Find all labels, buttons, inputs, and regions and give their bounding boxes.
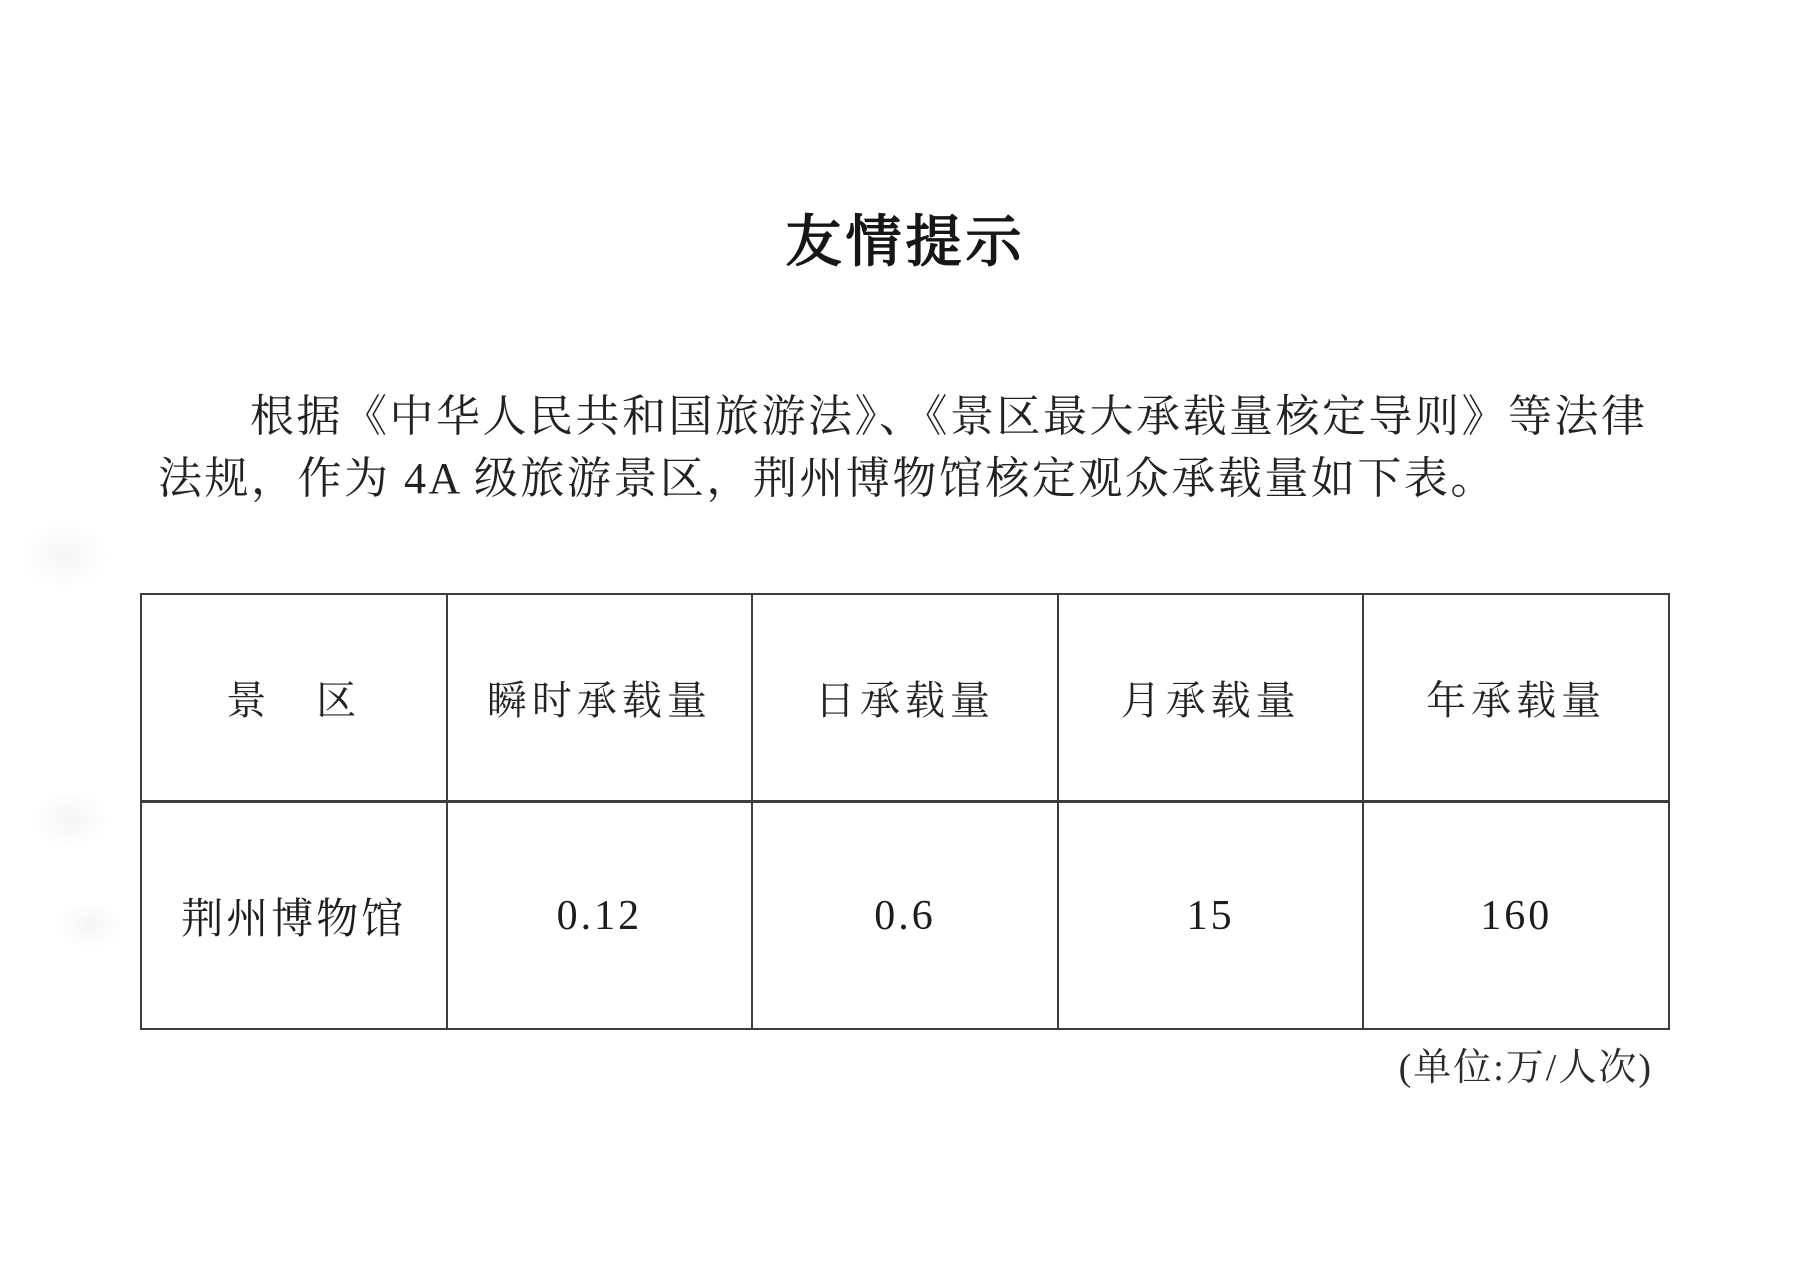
header-yearly-capacity: 年承载量 [1363, 594, 1669, 802]
notice-paragraph [158, 386, 1673, 510]
paragraph-line-1: 根据《中华人民共和国旅游法》、《景区最大承载量核定导则》等法律 [250, 392, 1648, 441]
cell-yearly-capacity: 160 [1363, 802, 1669, 1030]
header-instant-capacity: 瞬时承载量 [447, 594, 753, 802]
scan-smudge [30, 790, 110, 850]
page-title: 友情提示 [785, 212, 1026, 274]
paragraph-line-2: 法规，作为 4A 级旅游景区，荆州博物馆核定观众承载量如下表。 [158, 454, 1497, 503]
cell-instant-capacity: 0.12 [447, 802, 753, 1030]
unit-footnote: (单位:万/人次) [1398, 1047, 1653, 1089]
table-row [141, 802, 1669, 1030]
header-scenic-area: 景 区 [141, 594, 447, 802]
table-header-row [141, 594, 1669, 802]
cell-scenic-area: 荆州博物馆 [141, 802, 447, 1030]
capacity-table [140, 593, 1670, 1030]
header-monthly-capacity: 月承载量 [1058, 594, 1364, 802]
scan-smudge [20, 520, 110, 590]
cell-monthly-capacity: 15 [1058, 802, 1364, 1030]
header-daily-capacity: 日承载量 [752, 594, 1058, 802]
cell-daily-capacity: 0.6 [752, 802, 1058, 1030]
scan-smudge [55, 900, 125, 950]
